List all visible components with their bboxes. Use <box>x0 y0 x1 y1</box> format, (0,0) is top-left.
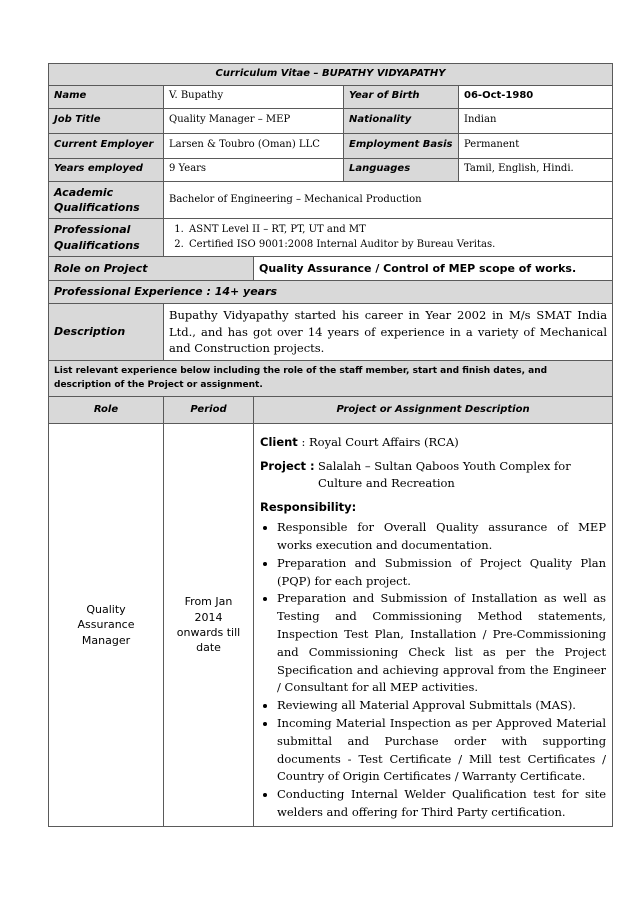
academic-label: Academic Qualifications <box>49 181 164 219</box>
year-of-birth-value: 06-Oct-1980 <box>459 85 613 108</box>
languages-value: Tamil, English, Hindi. <box>459 158 613 181</box>
job-title-value: Quality Manager – MEP <box>164 108 344 133</box>
list-item: • Reviewing all Material Approval Submittals (MAS). <box>277 697 606 715</box>
years-employed-label: Years employed <box>49 158 164 181</box>
name-value: V. Bupathy <box>164 85 344 108</box>
professional-list <box>169 223 607 252</box>
column-description: Project or Assignment Description <box>254 396 613 423</box>
year-of-birth-label: Year of Birth <box>344 85 459 108</box>
nationality-label: Nationality <box>344 108 459 133</box>
assignment-details <box>254 423 613 826</box>
project-value: Salalah – Sultan Qaboos Youth Complex for Culture and Recreation <box>318 458 571 491</box>
description-label: Description <box>49 304 164 361</box>
list-item: • Incoming Material Inspection as per Approved Material submittal and Purchase order with supporting documents - Test Certificate / Mill test Certificates / Country of Origin Certificates / Warranty Certificate. <box>277 715 606 786</box>
client-value: : Royal Court Affairs (RCA) <box>301 434 459 449</box>
list-item: • Preparation and Submission of Installation as well as Testing and Commissioning Method statements, Inspection Test Plan, Installation / Pre-Commissioning and Commissioning Check list as per the Project Specification and achieving approval from the Engineer / Consultant for all MEP activities. <box>277 590 606 697</box>
years-employed-value: 9 Years <box>164 158 344 181</box>
list-item: • Conducting Internal Welder Qualification test for site welders and offering for Third Party certification. <box>277 786 606 822</box>
assignment-role: Quality Assurance Manager <box>49 423 164 826</box>
professional-label: Professional Qualifications <box>49 219 164 257</box>
nationality-value: Indian <box>459 108 613 133</box>
project-label: Project : <box>260 458 315 473</box>
list-item: 2. Certified ISO 9001:2008 Internal Auditor by Bureau Veritas. <box>187 238 607 253</box>
list-item: 1. ASNT Level II – RT, PT, UT and MT <box>187 223 607 238</box>
role-on-project-label: Role on Project <box>49 257 254 281</box>
cv-title: Curriculum Vitae – BUPATHY VIDYAPATHY <box>49 64 613 86</box>
list-note: List relevant experience below including the role of the staff member, start and finish dates, and description of the Project or assignment. <box>49 361 613 397</box>
languages-label: Languages <box>344 158 459 181</box>
job-title-label: Job Title <box>49 108 164 133</box>
client-label: Client <box>260 434 298 449</box>
column-role: Role <box>49 396 164 423</box>
current-employer-label: Current Employer <box>49 133 164 158</box>
client-line <box>260 434 606 452</box>
current-employer-value: Larsen & Toubro (Oman) LLC <box>164 133 344 158</box>
responsibility-list <box>260 519 606 822</box>
employment-basis-value: Permanent <box>459 133 613 158</box>
list-item: • Preparation and Submission of Project Quality Plan (PQP) for each project. <box>277 555 606 591</box>
description-text: Bupathy Vidyapathy started his career in Year 2002 in M/s SMAT India Ltd., and has got over 14 years of experience in a variety of Mechanical and Construction projects. <box>164 304 613 361</box>
responsibility-label: Responsibility: <box>260 500 357 515</box>
column-period: Period <box>164 396 254 423</box>
experience-heading: Professional Experience : 14+ years <box>49 281 613 304</box>
academic-value: Bachelor of Engineering – Mechanical Production <box>164 181 613 219</box>
cv-table <box>48 63 613 827</box>
professional-value <box>164 219 613 257</box>
project-line <box>260 458 606 494</box>
role-on-project-value: Quality Assurance / Control of MEP scope of works. <box>254 257 613 281</box>
list-item: • Responsible for Overall Quality assurance of MEP works execution and documentation. <box>277 519 606 555</box>
employment-basis-label: Employment Basis <box>344 133 459 158</box>
assignment-period: From Jan 2014 onwards till date <box>164 423 254 826</box>
name-label: Name <box>49 85 164 108</box>
